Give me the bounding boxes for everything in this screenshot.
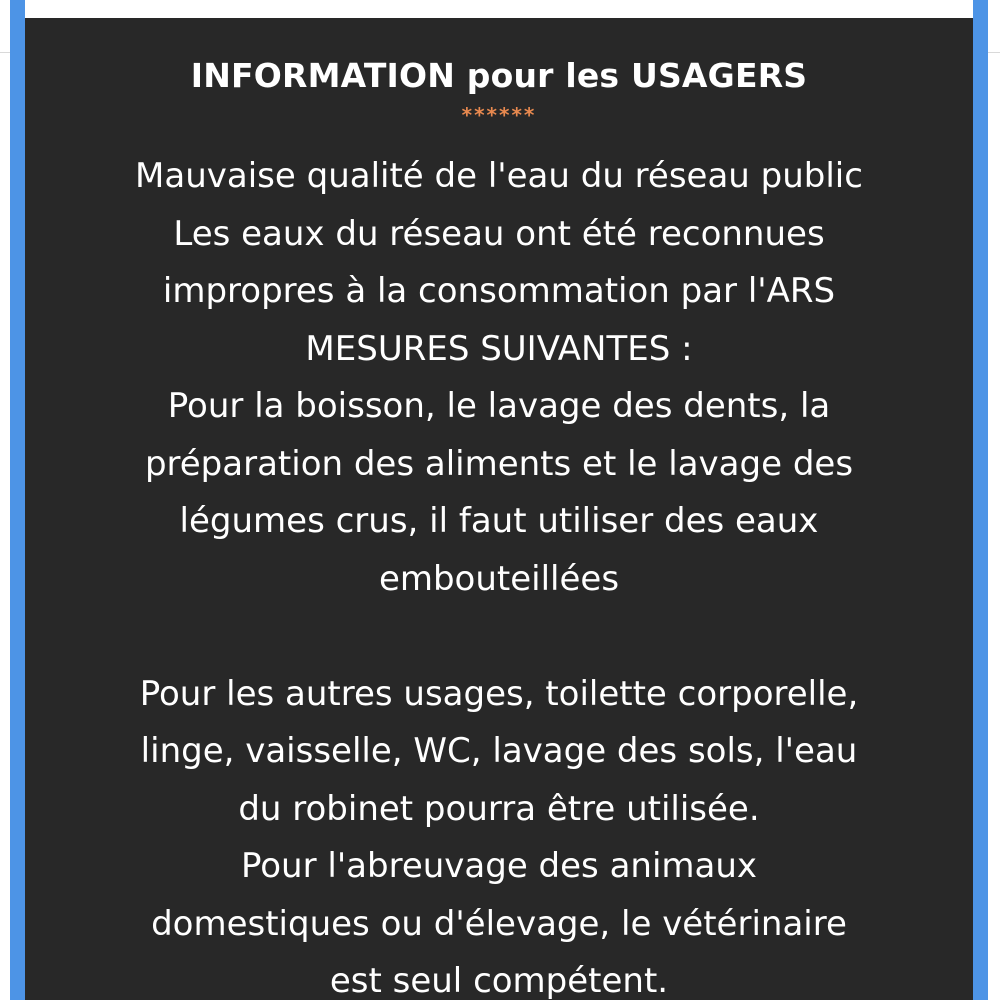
notice-line: Les eaux du réseau ont été reconnues bbox=[173, 213, 825, 254]
notice-line: Pour la boisson, le lavage des dents, la bbox=[167, 386, 831, 426]
page-divider-left bbox=[0, 52, 10, 53]
notice-line: Pour l'abreuvage des animaux bbox=[240, 846, 758, 886]
notice-line: préparation des aliments et le lavage des bbox=[144, 443, 854, 484]
notice-line: embouteillées bbox=[378, 558, 620, 599]
notice-line: légumes crus, il faut utiliser des eaux bbox=[179, 501, 819, 541]
notice-line: impropres à la consommation par l'ARS bbox=[162, 271, 836, 311]
notice-line: domestiques ou d'élevage, le vétérinaire bbox=[151, 903, 847, 944]
frame-edge-left bbox=[10, 0, 25, 1000]
notice-line: Mauvaise qualité de l'eau du réseau public bbox=[135, 156, 863, 196]
notice-title: INFORMATION pour les USAGERS bbox=[190, 56, 808, 95]
notice-line: MESURES SUIVANTES : bbox=[305, 328, 693, 369]
page-divider-right bbox=[988, 52, 1000, 53]
notice-line: est seul compétent. bbox=[329, 961, 669, 1000]
notice-blank-line bbox=[41, 608, 957, 666]
frame-edge-right bbox=[973, 0, 988, 1000]
notice-separator: ****** bbox=[461, 103, 537, 127]
notice-line: du robinet pourra être utilisée. bbox=[238, 788, 760, 829]
notice-line: linge, vaisselle, WC, lavage des sols, l'eau bbox=[140, 731, 858, 771]
notice-line: Pour les autres usages, toilette corporelle, bbox=[139, 673, 859, 714]
notice-body bbox=[25, 148, 973, 1000]
notice-panel bbox=[25, 18, 973, 1000]
